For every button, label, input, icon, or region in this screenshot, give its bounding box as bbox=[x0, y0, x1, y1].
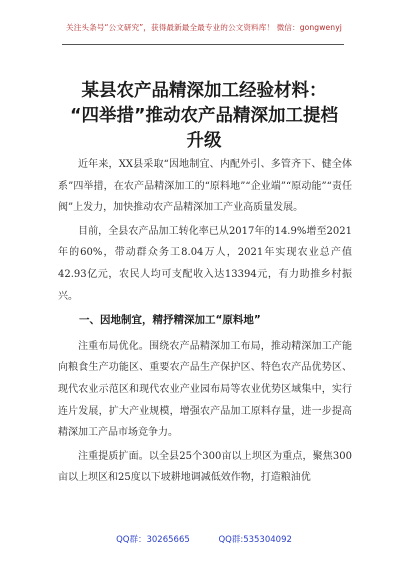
header-promo-note: 关注头条号“公文研究”，获得最新最全最专业的公文资料库！ 微信：gongwenyj bbox=[66, 23, 342, 32]
footer-contact bbox=[0, 533, 408, 545]
title-line: 升级 bbox=[186, 131, 222, 151]
intro-paragraph: 目前，全县农产品加工转化率已从2017年的14.9%增至2021年的60%，带动群众务工8.04万人，2021年实现农业总产值42.93亿元，农民人均可支配收入达13394元，有力助推乡村振兴。 bbox=[58, 225, 352, 302]
document-body bbox=[58, 154, 352, 491]
title-line: “四举措”推动农产品精深加工提档 bbox=[69, 106, 338, 126]
header-divider bbox=[62, 44, 344, 45]
section-paragraph: 注重布局优化。围绕农产品精深加工布局，推动精深加工产能向粮食生产功能区、重要农产品生产保护区、特色农产品优势区、现代农业示范区和现代农业产业园布局等农业优势区域集中，实行连片发展，扩大产业规模，增强农产品加工原料存量，进一步提高精深加工产品市场竞争力。 bbox=[58, 340, 352, 439]
title-line: 某县农产品精深加工经验材料： bbox=[81, 81, 327, 101]
footer-qq-group-2: QQ群:535304092 bbox=[218, 535, 292, 545]
section-heading: 一、因地制宜，精抒精深加工“原料地” bbox=[79, 314, 261, 327]
intro-paragraph: 近年来，XX县采取“因地制宜、内配外引、多管齐下、健全体系”四举措，在农产品精深加工的“原料地”“企业端”“原动能”“责任阀”上发力，加快推动农产品精深加工产业高质量发展。 bbox=[58, 159, 352, 214]
document-title bbox=[0, 79, 408, 154]
footer-qq-group-1: QQ群：30265665 bbox=[116, 535, 190, 545]
section-paragraph: 注重提质扩面。以全县25个300亩以上坝区为重点，聚焦300亩以上坝区和25度以下坡耕地调减低效作物，打造粮油优 bbox=[58, 450, 352, 484]
